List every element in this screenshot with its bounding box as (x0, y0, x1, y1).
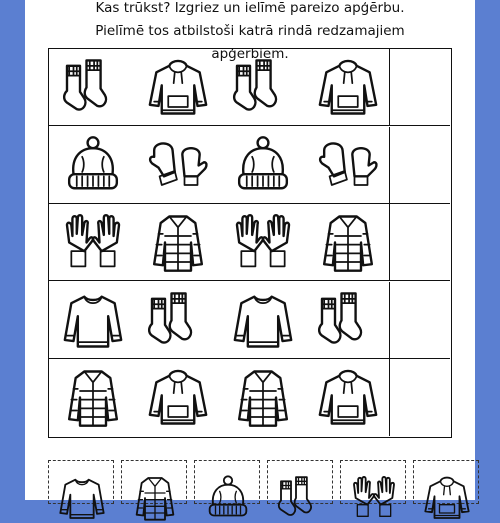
sweater-icon (57, 288, 129, 353)
cutout-piece[interactable] (48, 460, 114, 504)
hoodie-icon (420, 473, 474, 523)
answer-box[interactable] (389, 49, 450, 125)
pattern-row (49, 49, 450, 126)
pattern-cell (57, 365, 129, 430)
pattern-cell (227, 365, 299, 430)
sweater-icon (227, 288, 299, 353)
hoodie-icon (142, 55, 214, 120)
pattern-row (49, 359, 450, 436)
answer-box[interactable] (389, 282, 450, 358)
pattern-cell (57, 55, 129, 120)
socks-icon (274, 473, 328, 523)
socks-icon (227, 55, 299, 120)
hoodie-icon (142, 365, 214, 430)
mittens-icon (312, 133, 384, 198)
pattern-cell (312, 133, 384, 198)
pattern-cell (142, 210, 214, 275)
instruction-line-2: Pielīmē tos atbilstoši katrā rindā redzamajiem (95, 23, 405, 39)
gloves-icon (57, 210, 129, 275)
answer-box[interactable] (389, 127, 450, 203)
worksheet-page (25, 0, 475, 500)
socks-icon (312, 288, 384, 353)
pattern-row (49, 127, 450, 204)
beanie-icon (201, 473, 255, 523)
cutout-piece[interactable] (194, 460, 260, 504)
cutout-piece[interactable] (121, 460, 187, 504)
pattern-cell (227, 133, 299, 198)
pattern-cell (227, 55, 299, 120)
pattern-cell (312, 55, 384, 120)
cutout-piece[interactable] (413, 460, 479, 504)
answer-box[interactable] (389, 204, 450, 280)
beanie-icon (57, 133, 129, 198)
pattern-cell (57, 210, 129, 275)
gloves-icon (227, 210, 299, 275)
pattern-cell (227, 210, 299, 275)
pattern-row (49, 204, 450, 281)
cutout-strip (48, 460, 478, 500)
answer-box[interactable] (389, 359, 450, 436)
pattern-cell (142, 133, 214, 198)
cutout-piece[interactable] (267, 460, 333, 504)
socks-icon (142, 288, 214, 353)
coat-icon (312, 210, 384, 275)
coat-icon (227, 365, 299, 430)
coat-icon (142, 210, 214, 275)
pattern-grid (48, 48, 452, 438)
hoodie-icon (312, 55, 384, 120)
gloves-icon (347, 473, 401, 523)
socks-icon (57, 55, 129, 120)
coat-icon (128, 473, 182, 523)
pattern-cell (57, 288, 129, 353)
instruction-line-3: apģērbiem. (211, 46, 289, 62)
beanie-icon (227, 133, 299, 198)
pattern-cell (227, 288, 299, 353)
hoodie-icon (312, 365, 384, 430)
pattern-row (49, 282, 450, 359)
cutout-piece[interactable] (340, 460, 406, 504)
pattern-cell (142, 55, 214, 120)
instruction-line-1: Kas trūkst? Izgriez un ielīmē pareizo apģērbu. (95, 0, 405, 16)
mittens-icon (142, 133, 214, 198)
pattern-cell (312, 288, 384, 353)
pattern-cell (312, 365, 384, 430)
pattern-cell (142, 288, 214, 353)
pattern-cell (57, 133, 129, 198)
coat-icon (57, 365, 129, 430)
sweater-icon (55, 473, 109, 523)
pattern-cell (312, 210, 384, 275)
pattern-cell (142, 365, 214, 430)
